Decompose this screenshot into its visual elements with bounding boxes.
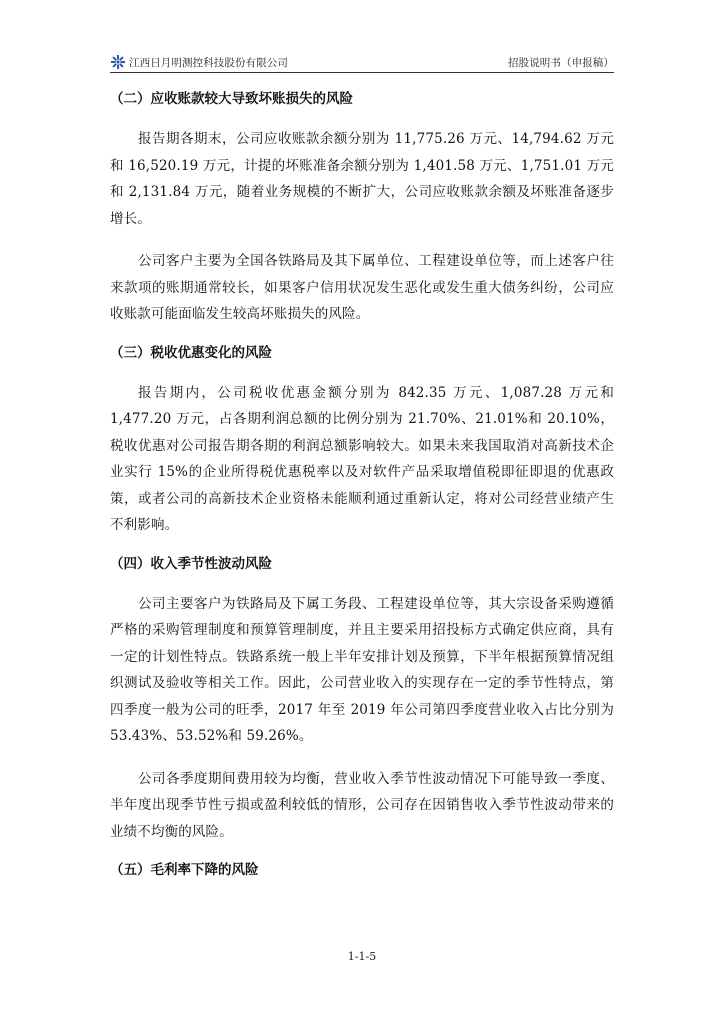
paragraph-seasonality-expenses: 公司各季度期间费用较为均衡，营业收入季节性波动情况下可能导致一季度、半年度出现季节性亏损或盈利较低的情形，公司存在因销售收入季节性波动带来的业绩不均衡的风险。 <box>110 770 614 840</box>
section-heading-2: （二）应收账款较大导致坏账损失的风险 <box>110 91 353 107</box>
paragraph-seasonality-customers: 公司主要客户为铁路局及下属工务段、工程建设单位等，其大宗设备采购遵循严格的采购管理制度和预算管理制度，并且主要采用招投标方式确定供应商，具有一定的计划性特点。铁路系统一般上半年安排计划及预算，下半年根据预算情况组织测试及验收等相关工作。因此，公司营业收入的实现存在一定的季节性特点，第四季度一般为公司的旺季，2017 年至 2019 年公司第四季度营业收入占比分别为 53.43%、53.52%和 59.26%。 <box>110 595 614 744</box>
page-content <box>110 86 614 881</box>
company-logo-icon <box>110 54 126 70</box>
page-number: 1-1-5 <box>347 950 377 963</box>
section-heading-4: （四）收入季节性波动风险 <box>110 555 272 572</box>
section-heading-3: （三）税收优惠变化的风险 <box>110 344 272 361</box>
paragraph-receivables-balance: 报告期各期末，公司应收账款余额分别为 11,775.26 万元、14,794.62 万元和 16,520.19 万元，计提的坏账准备余额分别为 1,401.58 万元、1,751.01 万元和 2,131.84 万元，随着业务规模的不断扩大，公司应收账款余额及坏账准备逐步增长。 <box>110 131 614 227</box>
paragraph-tax-incentives: 报告期内，公司税收优惠金额分别为 842.35 万元、1,087.28 万元和 1,477.20 万元，占各期利润总额的比例分别为 21.70%、21.01%和 20.10%，税收优惠对公司报告期各期的利润总额影响较大。如果未来我国取消对高新技术企业实行 15%的企业所得税优惠税率以及对软件产品采取增值税即征即退的优惠政策，或者公司的高新技术企业资格未能顺利通过重新认定，将对公司经营业绩产生不利影响。 <box>110 384 614 533</box>
page-header <box>110 52 614 73</box>
section-heading-5: （五）毛利率下降的风险 <box>110 862 259 878</box>
company-name: 江西日月明测控科技股份有限公司 <box>129 57 288 69</box>
paragraph-receivables-customers: 公司客户主要为全国各铁路局及其下属单位、工程建设单位等，而上述客户往来款项的账期通常较长，如果客户信用状况发生恶化或发生重大债务纠纷，公司应收账款可能面临发生较高坏账损失的风险。 <box>110 253 614 322</box>
header-left <box>110 54 288 70</box>
document-type: 招股说明书（申报稿） <box>508 57 614 69</box>
